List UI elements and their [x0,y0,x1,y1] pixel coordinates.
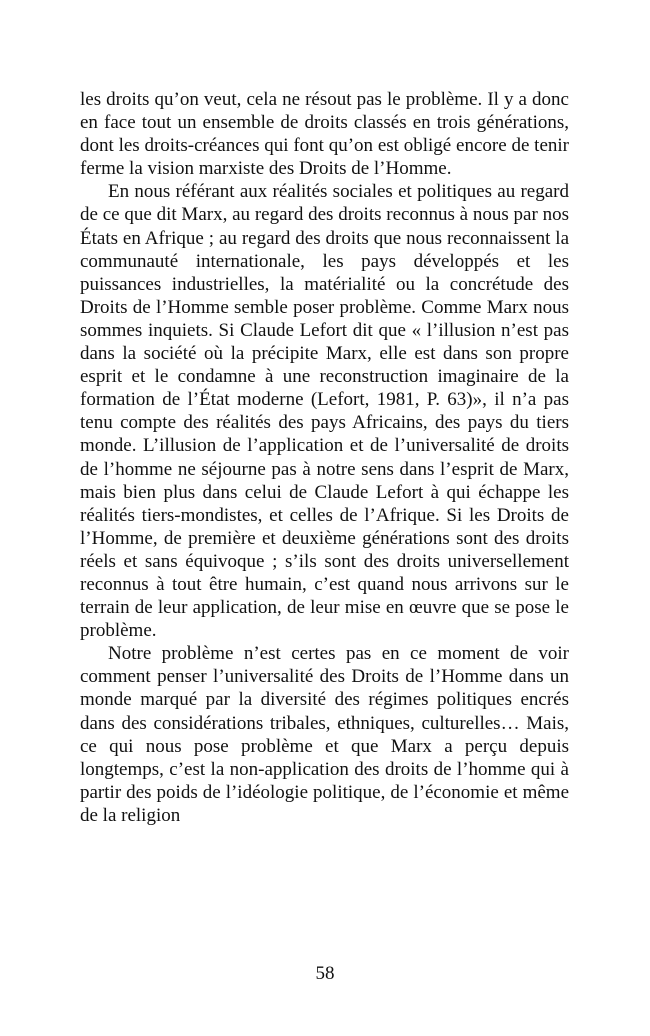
paragraph-our-problem: Notre problème n’est certes pas en ce moment de voir comment penser l’universalité des Droits de l’Homme dans un monde marqué par la diversité des régimes politiques encrés dans des considérations tribales, ethniques, culturelles… Mais, ce qui nous pose problème et que Marx a perçu depuis longtemps, c’est la non-application des droits de l’homme qui à partir des poids de l’idéologie politique, de l’économie et même de la religion [80,643,569,826]
body-text [80,88,569,827]
page-number: 58 [315,963,335,984]
paragraph-continuation: les droits qu’on veut, cela ne résout pas le problème. Il y a donc en face tout un ensemble de droits classés en trois générations, dont les droits-créances qui font qu’on est obligé encore de tenir ferme la vision marxiste des Droits de l’Homme. [80,89,569,180]
paragraph-marx-realities: En nous référant aux réalités sociales et politiques au regard de ce que dit Marx, au regard des droits reconnus à nous par nos États en Afrique ; au regard des droits que nous reconnaissent la communauté internationale, les pays développés et les puissances industrielles, la matérialité ou la concrétude des Droits de l’Homme semble poser problème. Comme Marx nous sommes inquiets. Si Claude Lefort dit que « l’illusion n’est pas dans la société où la précipite Marx, elle est dans son propre esprit et le condamne à une reconstruction imaginaire de la formation de l’État moderne (Lefort, 1981, P. 63)», il n’a pas tenu compte des réalités des pays Africains, des pays du tiers monde. L’illusion de l’application et de l’universalité de droits de l’homme ne séjourne pas à notre sens dans l’esprit de Marx, mais bien plus dans celui de Claude Lefort à qui échappe les réalités tiers-mondistes, et celles de l’Afrique. Si les Droits de l’Homme, de première et deuxième générations sont des droits réels et sans équivoque ; s’ils sont des droits universellement reconnus à tout être humain, c’est quand nous arrivons sur le terrain de leur application, de leur mise en œuvre que se pose le problème. [80,181,569,642]
